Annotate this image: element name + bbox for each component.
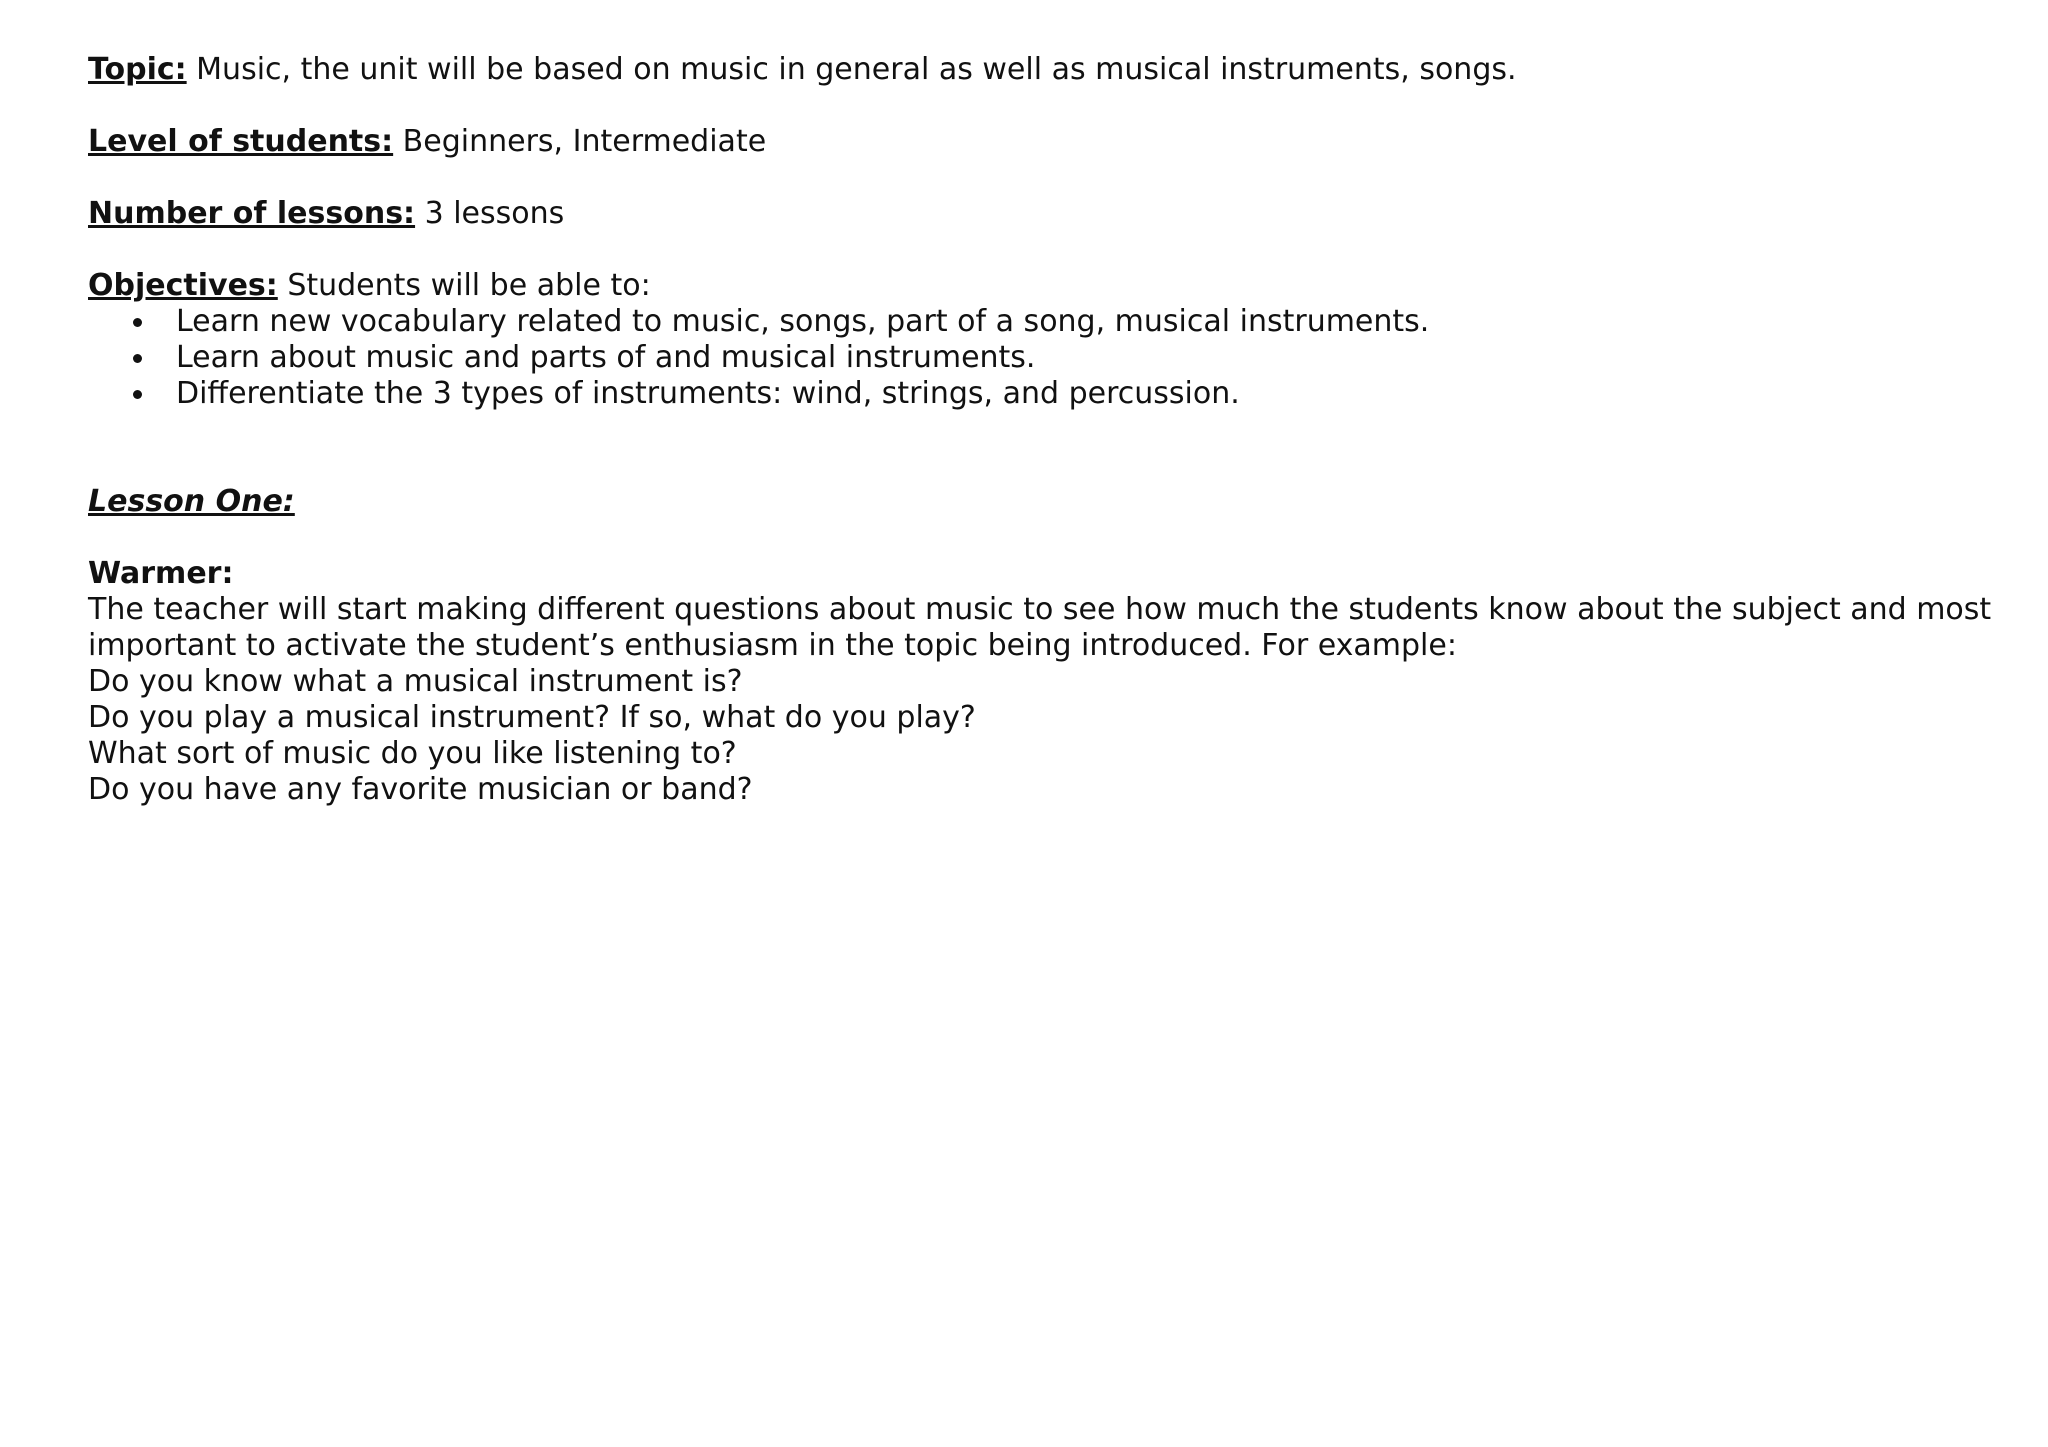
topic-value: Music, the unit will be based on music in general as well as musical instruments, songs. [186,52,1517,87]
list-item [88,376,1988,412]
list-item [88,340,1988,376]
objective-text: Learn about music and parts of and musical instruments. [176,340,1036,375]
warmer-text-line: important to activate the student’s enthusiasm in the topic being introduced. For example: [88,628,1457,663]
warmer-heading: Warmer: [88,556,234,591]
lessons-count-label: Number of lessons: [88,196,416,231]
lessons-count-line [88,196,1988,232]
bullet-icon [133,354,142,363]
warmer-question: Do you play a musical instrument? If so, what do you play? [88,700,976,735]
objectives-label: Objectives: [88,268,278,303]
objectives-value: Students will be able to: [277,268,651,303]
lesson-one-title: Lesson One: [88,484,295,519]
topic-line [88,52,1988,88]
list-item [88,304,1988,340]
bullet-icon [133,318,142,327]
warmer-question: Do you know what a musical instrument is? [88,664,743,699]
warmer-text-line: The teacher will start making different questions about music to see how much the students know about the subject and most [88,592,1992,627]
objective-text: Learn new vocabulary related to music, songs, part of a song, musical instruments. [176,304,1430,339]
topic-label: Topic: [88,52,187,87]
level-value: Beginners, Intermediate [393,124,767,159]
warmer-question: What sort of music do you like listening to? [88,736,737,771]
lessons-count-value: 3 lessons [415,196,565,231]
level-label: Level of students: [88,124,394,159]
objectives-list [88,304,1988,412]
objective-text: Differentiate the 3 types of instruments: wind, strings, and percussion. [176,376,1240,411]
bullet-icon [133,390,142,399]
objectives-line [88,268,1988,304]
level-line [88,124,1988,160]
lesson-plan-page [88,52,1992,808]
warmer-question: Do you have any favorite musician or band? [88,772,753,807]
